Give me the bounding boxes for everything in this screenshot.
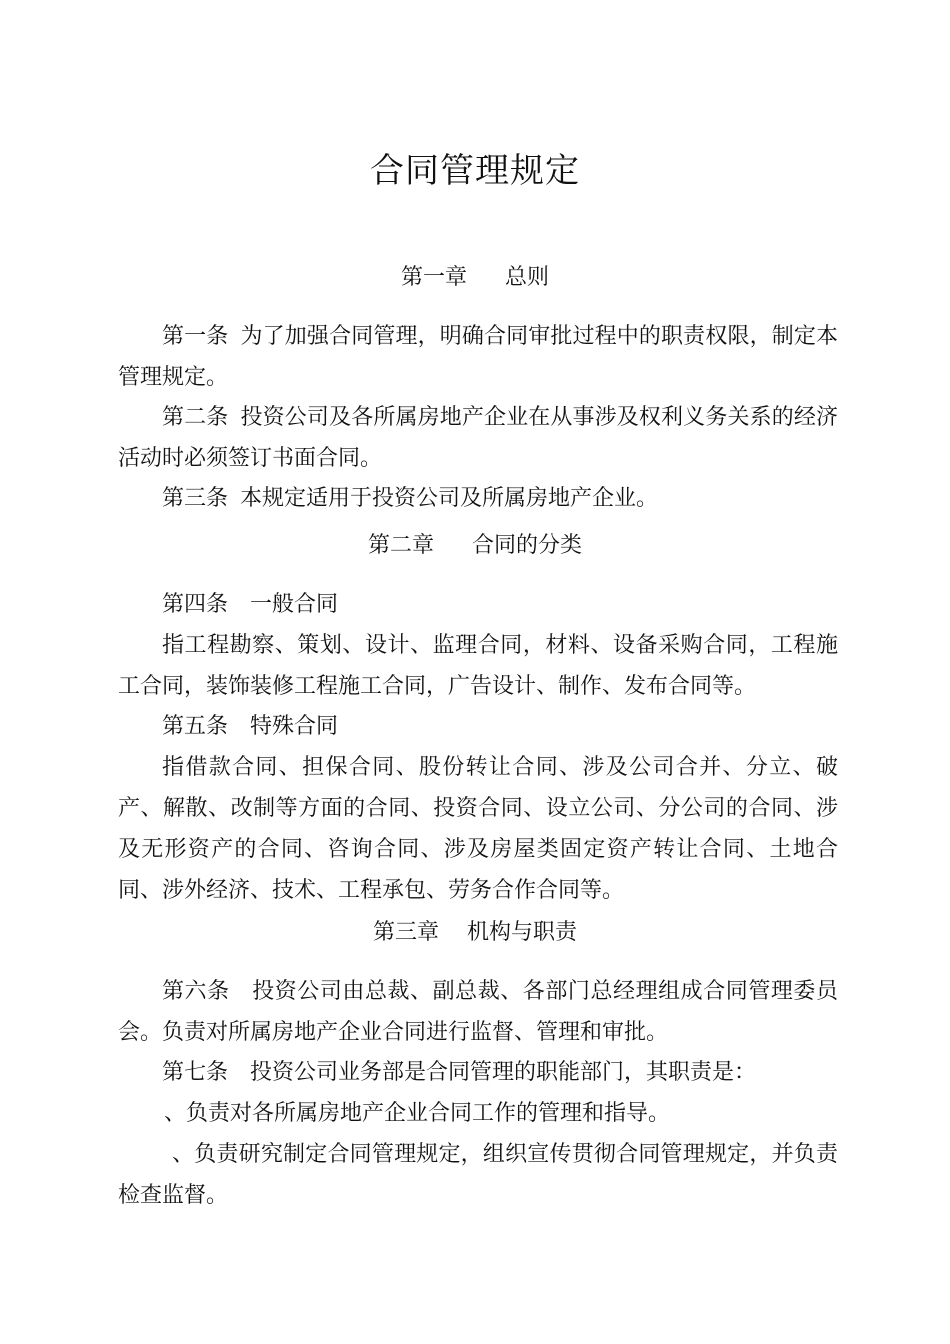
chapter-heading-2 bbox=[0, 530, 950, 562]
chapter-title: 合同的分类 bbox=[472, 533, 583, 558]
chapter-heading-3 bbox=[0, 917, 950, 949]
article-6 bbox=[118, 971, 838, 1053]
article-5 bbox=[118, 706, 838, 747]
article-2 bbox=[118, 397, 838, 479]
chapter-number: 第一章 bbox=[400, 265, 467, 290]
article-text: 投资公司及各所属房地产企业在从事涉及权利义务关系的经济活动时必须签订书面合同。 bbox=[118, 405, 838, 471]
document-title: 合同管理规定 bbox=[370, 151, 580, 191]
chapter-number: 第二章 bbox=[367, 533, 434, 558]
article-5-body: 指借款合同、担保合同、股份转让合同、涉及公司合并、分立、破产、解散、改制等方面的合同、投资合同、设立公司、分公司的合同、涉及无形资产的合同、咨询合同、涉及房屋类固定资产转让合同、土地合同、涉外经济、技术、工程承包、劳务合作合同等。 bbox=[118, 755, 838, 903]
article-text: 本规定适用于投资公司及所属房地产企业。 bbox=[240, 486, 659, 511]
article-4 bbox=[118, 584, 838, 625]
article-number: 第七条 bbox=[162, 1060, 229, 1085]
article-number: 第六条 bbox=[162, 979, 230, 1004]
article-text: 投资公司业务部是合同管理的职能部门，其职责是： bbox=[250, 1060, 757, 1085]
article-1 bbox=[118, 316, 838, 398]
article-text: 为了加强合同管理，明确合同审批过程中的职责权限，制定本管理规定。 bbox=[118, 324, 838, 390]
article-3 bbox=[118, 478, 838, 519]
article-text: 投资公司由总裁、副总裁、各部门总经理组成合同管理委员会。负责对所属房地产企业合同进行监督、管理和审批。 bbox=[118, 979, 838, 1045]
article-4-body: 指工程勘察、策划、设计、监理合同，材料、设备采购合同，工程施工合同，装饰装修工程施工合同，广告设计、制作、发布合同等。 bbox=[118, 633, 838, 699]
article-number: 第五条 bbox=[162, 714, 229, 739]
article-number: 第四条 bbox=[162, 592, 229, 617]
chapter-number: 第三章 bbox=[372, 920, 439, 945]
article-7-item-2: 、负责研究制定合同管理规定，组织宣传贯彻合同管理规定，并负责检查监督。 bbox=[118, 1142, 838, 1208]
article-number: 第三条 bbox=[162, 486, 229, 511]
article-text: 一般合同 bbox=[250, 592, 339, 617]
article-7 bbox=[118, 1052, 838, 1093]
article-text: 特殊合同 bbox=[250, 714, 339, 739]
article-number: 第二条 bbox=[162, 405, 229, 430]
article-number: 第一条 bbox=[162, 324, 229, 349]
chapter-title: 机构与职责 bbox=[467, 920, 578, 945]
chapter-title: 总则 bbox=[505, 265, 550, 290]
chapter-heading-1 bbox=[0, 262, 950, 294]
article-7-item-1: 、负责对各所属房地产企业合同工作的管理和指导。 bbox=[164, 1101, 671, 1126]
